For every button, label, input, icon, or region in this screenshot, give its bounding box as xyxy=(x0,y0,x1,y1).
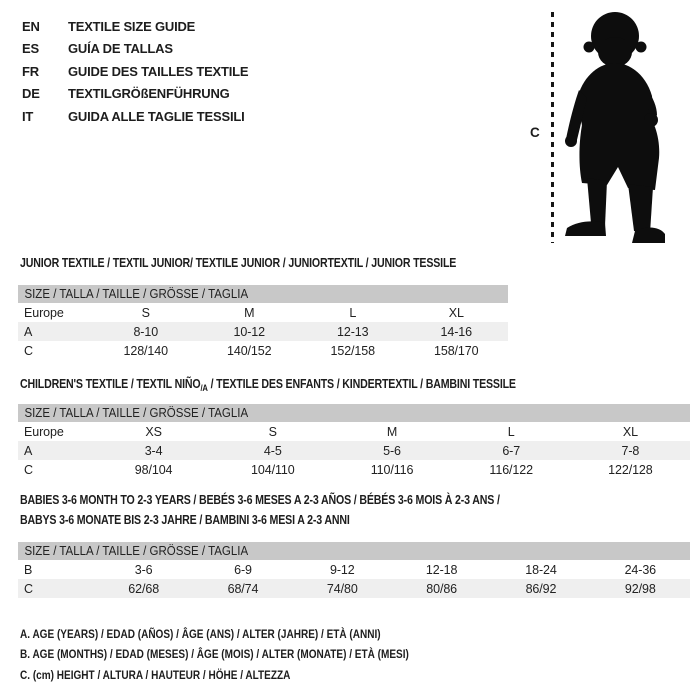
children-table-title xyxy=(20,374,590,404)
row-label: C xyxy=(24,343,33,358)
language-code: DE xyxy=(22,86,40,102)
size-header-label: SIZE / TALLA / TAILLE / GRÖSSE / TAGLIA xyxy=(24,406,249,420)
height-measure-label: C xyxy=(530,125,540,140)
table-cell: 74/80 xyxy=(326,581,358,596)
table-cell: 12-18 xyxy=(425,562,458,577)
language-row xyxy=(22,83,248,106)
size-table-babies xyxy=(18,490,690,598)
table-cell: L xyxy=(507,424,515,439)
table-cell: M xyxy=(244,305,255,320)
table-cell: 86/92 xyxy=(525,581,557,596)
table-cell: 98/104 xyxy=(134,462,173,477)
legend xyxy=(20,624,477,685)
table-cell: 9-12 xyxy=(330,562,355,577)
title-segment: BABIES 3-6 MONTH TO 2-3 YEARS / BEBÉS 3-6 MESES A 2-3 AÑOS / BÉBÉS 3-6 MOIS À 2-3 ANS / xyxy=(20,493,500,507)
table-cell: 68/74 xyxy=(227,581,259,596)
language-row xyxy=(22,38,248,61)
language-label: GUIDE DES TAILLES TEXTILE xyxy=(68,63,249,79)
table-cell: 3-6 xyxy=(134,562,153,577)
table-cell: 122/128 xyxy=(608,462,653,477)
language-label: GUÍA DE TALLAS xyxy=(68,41,173,57)
table-cell: 110/116 xyxy=(370,462,414,477)
row-label: B xyxy=(24,562,33,577)
table-cell: S xyxy=(268,424,277,439)
table-cell: 140/152 xyxy=(227,343,272,358)
language-row xyxy=(22,60,248,83)
table-cell: 92/98 xyxy=(624,581,656,596)
title-segment: /A xyxy=(200,383,208,393)
table-cell: 7-8 xyxy=(621,443,640,458)
babies-table-body xyxy=(18,560,690,598)
table-cell: XS xyxy=(145,424,162,439)
title-segment: / TEXTILE DES ENFANTS / KINDERTEXTIL / BAMBINI TESSILE xyxy=(207,377,516,391)
table-row xyxy=(18,341,508,360)
junior-table-body xyxy=(18,303,508,360)
table-cell: XL xyxy=(622,424,638,439)
title-segment: CHILDREN'S TEXTILE / TEXTIL NIÑO xyxy=(20,377,201,391)
toddler-silhouette-icon xyxy=(555,0,675,250)
size-table-junior xyxy=(18,253,508,360)
title-segment: BABYS 3-6 MONATE BIS 2-3 JAHRE / BAMBINI 3-6 MESI A 2-3 ANNI xyxy=(20,513,350,527)
language-code: ES xyxy=(22,41,39,57)
section-title-line xyxy=(20,374,590,398)
language-code: EN xyxy=(22,18,40,34)
table-cell: 6-9 xyxy=(234,562,252,577)
row-label: A xyxy=(24,324,33,339)
language-code: IT xyxy=(22,108,34,124)
table-cell: 3-4 xyxy=(144,443,163,458)
height-measure-line-icon xyxy=(551,12,554,243)
table-cell: 4-5 xyxy=(263,443,282,458)
table-row xyxy=(18,441,690,460)
junior-table-title xyxy=(20,253,457,285)
table-row xyxy=(18,422,690,441)
table-cell: 116/122 xyxy=(489,462,533,477)
table-cell: 158/170 xyxy=(434,343,479,358)
title-segment: JUNIOR TEXTILE / TEXTIL JUNIOR/ TEXTILE JUNIOR / JUNIORTEXTIL / JUNIOR TESSILE xyxy=(20,256,457,270)
table-cell: S xyxy=(141,305,150,320)
table-cell: 62/68 xyxy=(128,581,160,596)
size-header-label: SIZE / TALLA / TAILLE / GRÖSSE / TAGLIA xyxy=(24,544,249,558)
size-header-bar xyxy=(18,404,690,422)
size-table-children xyxy=(18,374,690,479)
language-row xyxy=(22,105,248,128)
language-label: GUIDA ALLE TAGLIE TESSILI xyxy=(68,108,245,124)
table-cell: 10-12 xyxy=(233,324,265,339)
table-cell: XL xyxy=(448,305,464,320)
row-label: C xyxy=(24,462,33,477)
legend-line: B. AGE (MONTHS) / EDAD (MESES) / ÂGE (MOIS) / ALTER (MONATE) / ETÀ (MESI) xyxy=(20,647,409,662)
section-title-line xyxy=(20,253,457,273)
table-cell: 24-36 xyxy=(624,562,657,577)
legend-line: A. AGE (YEARS) / EDAD (AÑOS) / ÂGE (ANS) / ALTER (JAHRE) / ETÀ (ANNI) xyxy=(20,627,381,641)
language-list xyxy=(22,15,248,128)
table-cell: 14-16 xyxy=(440,324,472,339)
table-row xyxy=(18,579,690,598)
table-cell: L xyxy=(349,305,357,320)
section-title-line xyxy=(20,490,590,510)
table-row xyxy=(18,560,690,579)
table-cell: M xyxy=(386,424,398,439)
table-row xyxy=(18,303,508,322)
size-header-bar xyxy=(18,285,508,303)
table-cell: 8-10 xyxy=(133,324,159,339)
children-table-body xyxy=(18,422,690,479)
row-label: Europe xyxy=(24,305,64,320)
language-label: TEXTILGRÖßENFÜHRUNG xyxy=(68,86,230,102)
table-row xyxy=(18,322,508,341)
table-cell: 6-7 xyxy=(502,443,521,458)
table-cell: 152/158 xyxy=(330,343,375,358)
language-label: TEXTILE SIZE GUIDE xyxy=(68,18,196,34)
size-header-label: SIZE / TALLA / TAILLE / GRÖSSE / TAGLIA xyxy=(24,287,249,301)
size-header-bar xyxy=(18,542,690,560)
language-code: FR xyxy=(22,63,39,79)
section-title-line xyxy=(20,510,590,530)
row-label: A xyxy=(24,443,33,458)
table-cell: 104/110 xyxy=(251,462,295,477)
table-cell: 128/140 xyxy=(123,343,168,358)
table-cell: 18-24 xyxy=(525,562,557,577)
babies-table-title xyxy=(20,490,590,542)
table-row xyxy=(18,460,690,479)
table-cell: 80/86 xyxy=(426,581,458,596)
row-label: C xyxy=(24,581,33,596)
legend-line: C. (cm) HEIGHT / ALTURA / HAUTEUR / HÖHE / ALTEZZA xyxy=(20,667,291,682)
table-cell: 12-13 xyxy=(337,324,369,339)
language-row xyxy=(22,15,248,38)
table-cell: 5-6 xyxy=(383,443,401,458)
row-label: Europe xyxy=(24,424,64,439)
